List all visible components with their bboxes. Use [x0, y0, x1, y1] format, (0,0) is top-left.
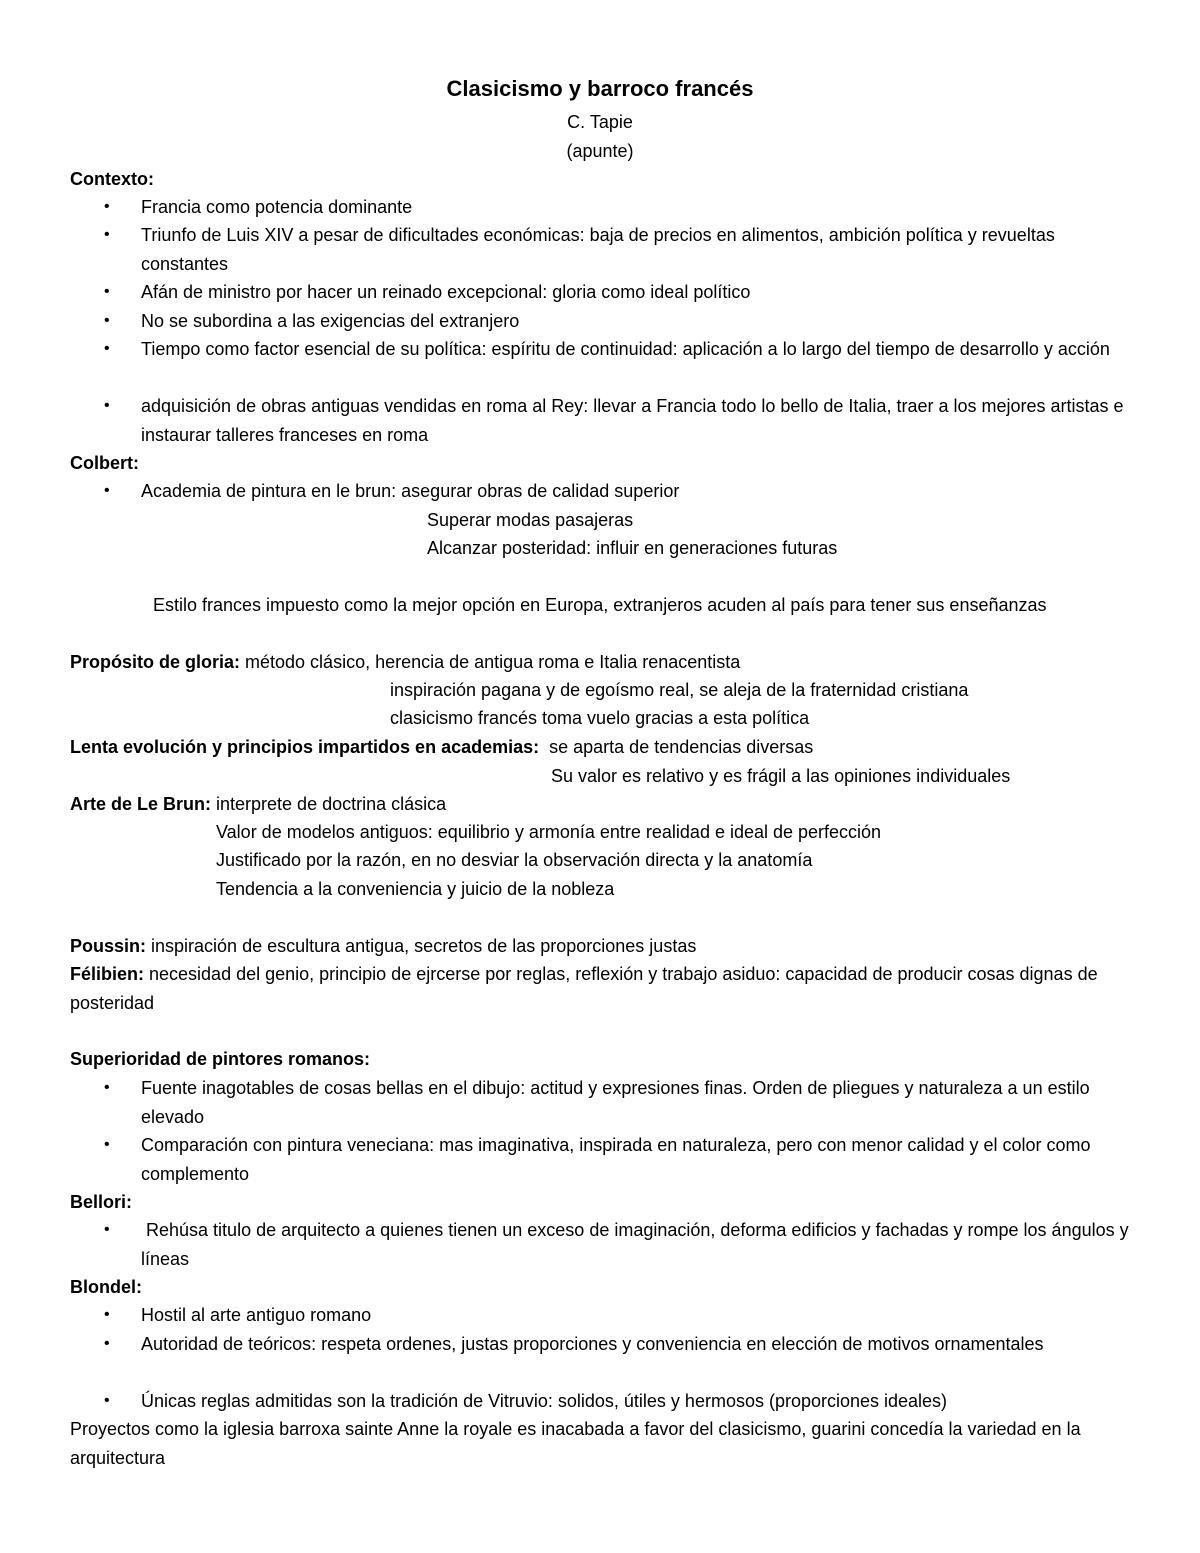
felibien-text: necesidad del genio, principio de ejrcerse por reglas, reflexión y trabajo asiduo: capacidad de producir cosas dignas de posteridad — [70, 964, 1098, 1013]
bellori-heading: Bellori: — [70, 1192, 133, 1212]
lebrun-label: Arte de Le Brun: — [70, 794, 212, 814]
bullet-icon: • — [104, 198, 110, 215]
bullet-icon: • — [104, 482, 110, 499]
contexto-item: Tiempo como factor esencial de su política: espíritu de continuidad: aplicación a lo largo del tiempo de desarrollo y acción — [141, 339, 1110, 359]
contexto-item: No se subordina a las exigencias del extranjero — [141, 311, 520, 331]
lenta-sub-line: Su valor es relativo y es frágil a las opiniones individuales — [551, 766, 1011, 786]
proposito-sub-line: clasicismo francés toma vuelo gracias a esta política — [390, 708, 810, 728]
lenta-text: se aparta de tendencias diversas — [539, 737, 814, 757]
blondel-item: Autoridad de teóricos: respeta ordenes, justas proporciones y conveniencia en elección de motivos ornamentales — [141, 1334, 1044, 1354]
bullet-icon: • — [104, 283, 110, 300]
document-title: Clasicismo y barroco francés — [446, 76, 754, 101]
lenta-line — [70, 733, 813, 761]
felibien-paragraph — [70, 960, 1130, 1017]
lenta-label: Lenta evolución y principios impartidos en academias: — [70, 737, 540, 757]
contexto-item: Triunfo de Luis XIV a pesar de dificultades económicas: baja de precios en alimentos, ambición política y revueltas constantes — [141, 225, 1055, 274]
poussin-label: Poussin: — [70, 936, 147, 956]
contexto-item: Afán de ministro por hacer un reinado excepcional: gloria como ideal político — [141, 282, 751, 302]
bullet-icon: • — [104, 397, 110, 414]
blondel-heading: Blondel: — [70, 1277, 142, 1297]
superioridad-heading: Superioridad de pintores romanos: — [70, 1049, 371, 1069]
bullet-icon: • — [104, 340, 110, 357]
lebrun-sub-line: Tendencia a la conveniencia y juicio de la nobleza — [216, 879, 615, 899]
lebrun-text: interprete de doctrina clásica — [211, 794, 447, 814]
lebrun-sub-line: Justificado por la razón, en no desviar la observación directa y la anatomía — [216, 850, 813, 870]
contexto-heading: Contexto: — [70, 169, 154, 189]
colbert-item: Academia de pintura en le brun: asegurar obras de calidad superior — [141, 481, 680, 501]
document-note: (apunte) — [566, 141, 634, 161]
colbert-sub-line: Alcanzar posteridad: influir en generaciones futuras — [427, 538, 838, 558]
bullet-icon: • — [104, 312, 110, 329]
felibien-label: Félibien: — [70, 964, 145, 984]
colbert-sub-line: Superar modas pasajeras — [427, 510, 634, 530]
bullet-icon: • — [104, 1392, 110, 1409]
blondel-item: Únicas reglas admitidas son la tradición de Vitruvio: solidos, útiles y hermosos (proporciones ideales) — [141, 1391, 948, 1411]
estilo-paragraph: Estilo frances impuesto como la mejor opción en Europa, extranjeros acuden al país para tener sus enseñanzas — [153, 595, 1047, 615]
bellori-item: Rehúsa titulo de arquitecto a quienes tienen un exceso de imaginación, deforma edificios y fachadas y rompe los ángulos y líneas — [141, 1220, 1134, 1269]
bullet-icon: • — [104, 226, 110, 243]
poussin-line — [70, 932, 696, 960]
lebrun-line — [70, 790, 446, 818]
bullet-icon: • — [104, 1136, 110, 1153]
contexto-item: Francia como potencia dominante — [141, 197, 413, 217]
superioridad-item: Comparación con pintura veneciana: mas imaginativa, inspirada en naturaleza, pero con menor calidad y el color como complemento — [141, 1135, 1091, 1184]
proposito-sub-line: inspiración pagana y de egoísmo real, se aleja de la fraternidad cristiana — [390, 680, 969, 700]
proposito-text: método clásico, herencia de antigua roma e Italia renacentista — [240, 652, 741, 672]
proposito-line — [70, 648, 740, 676]
bullet-icon: • — [104, 1306, 110, 1323]
contexto-item: adquisición de obras antiguas vendidas en roma al Rey: llevar a Francia todo lo bello de Italia, traer a los mejores artistas e instaurar talleres franceses en roma — [141, 396, 1124, 445]
colbert-heading: Colbert: — [70, 453, 139, 473]
document-author: C. Tapie — [567, 112, 633, 132]
lebrun-sub-line: Valor de modelos antiguos: equilibrio y armonía entre realidad e ideal de perfección — [216, 822, 882, 842]
bullet-icon: • — [104, 1079, 110, 1096]
proposito-label: Propósito de gloria: — [70, 652, 241, 672]
proyectos-paragraph: Proyectos como la iglesia barroxa sainte Anne la royale es inacabada a favor del clasicismo, guarini concedía la variedad en la arquitectura — [70, 1419, 1081, 1468]
bullet-icon: • — [104, 1221, 110, 1238]
blondel-item: Hostil al arte antiguo romano — [141, 1305, 372, 1325]
poussin-text: inspiración de escultura antigua, secretos de las proporciones justas — [146, 936, 697, 956]
superioridad-item: Fuente inagotables de cosas bellas en el dibujo: actitud y expresiones finas. Orden de pliegues y naturaleza a un estilo elevado — [141, 1078, 1090, 1127]
bullet-icon: • — [104, 1335, 110, 1352]
